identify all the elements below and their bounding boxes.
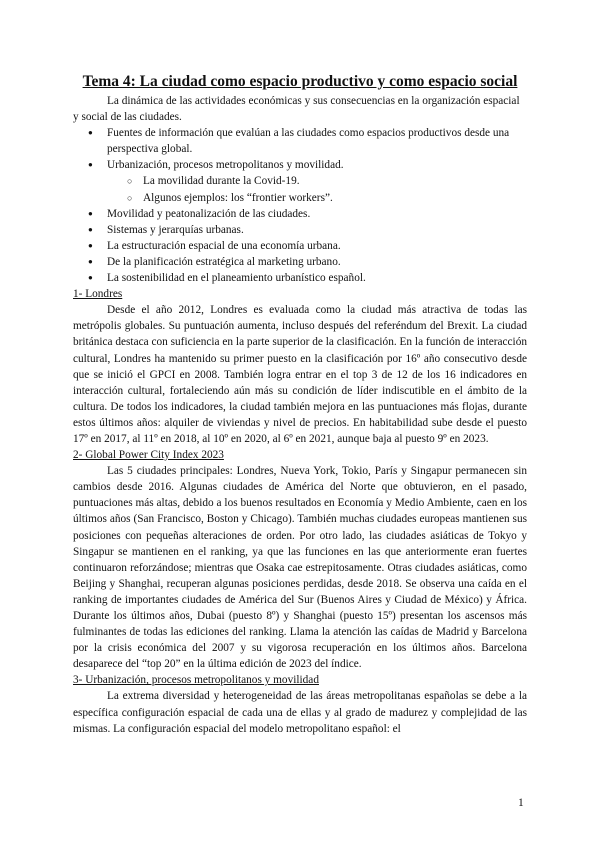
outline-item: ● Movilidad y peatonalización de las ciudades. — [73, 206, 527, 222]
document-page — [73, 72, 527, 737]
section-text-londres: Desde el año 2012, Londres es evaluada como la ciudad más atractiva de todas las metrópolis globales. Su puntuación aumenta, incluso después del referéndum del Brexit. La ciudad británica destaca con suficiencia en la parte superior de la clasificación. En la función de interacción cultural, Londres ha mantenido su primer puesto en la clasificación por 16º año consecutivo desde que se inició el GPCI en 2008. También logra entrar en el top 3 de 12 de los 16 indicadores en interacción cultural, fortaleciendo aún más su condición de líder indiscutible en el ámbito de la cultura. De todos los indicadores, la ciudad también mejora en las puntuaciones más flojas, durante estos últimos años: alquiler de viviendas y nivel de precios. En habitabilidad sube desde el puesto 17º en 2017, al 11º en 2018, al 10º en 2020, al 6º en 2021, aunque baja al puesto 9º en 2023. — [73, 304, 527, 445]
outline-item: ● La estructuración espacial de una economía urbana. — [73, 238, 527, 254]
sub-outline-item: ○ Algunos ejemplos: los “frontier workers”. — [73, 190, 527, 206]
topic-outline — [73, 125, 527, 286]
outline-item: ● De la planificación estratégica al marketing urbano. — [73, 254, 527, 270]
section-heading-gpci: 2- Global Power City Index 2023 — [73, 449, 224, 462]
section-text-gpci: Las 5 ciudades principales: Londres, Nueva York, Tokio, París y Singapur permanecen sin cambios desde 2016. Algunas ciudades de América del Norte que obtuvieron, en el pasado, puntuaciones más altas, debido a los buenos resultados en Economía y Medio Ambiente, caen en los últimos años (San Francisco, Boston y Chicago). También muchas ciudades europeas mantienen sus posiciones con pequeñas alteraciones de orden. Por otro lado, las ciudades asiáticas de Tokyo y Singapur se mantienen en el ranking, ya que las funciones en las que anteriormente eran fuertes continuaron reforzándose; mientras que Osaka cae estrepitosamente. Otras ciudades asiáticas, como Beijing y Shanghai, recuperan algunas posiciones perdidas, desde 2018. Se observa una caída en el ranking de importantes ciudades de América del Sur (Buenos Aires y Ciudad de México) y África. Durante los últimos años, Dubai (puesto 8º) y Shanghai (puesto 15º) presentan los ascensos más fulminantes de todas las ediciones del ranking. Llama la atención las caídas de Madrid y Barcelona por la crisis económica del 2007 y su vigorosa recuperación en los últimos años. Barcelona desaparece del “top 20” en la última edición de 2023 del índice. — [73, 465, 527, 671]
page-title: Tema 4: La ciudad como espacio productivo y como espacio social — [82, 73, 518, 90]
intro-paragraph: La dinámica de las actividades económicas y sus consecuencias en la organización espacial y social de las ciudades. — [73, 95, 520, 124]
page-number: 1 — [518, 797, 524, 809]
section-heading-urbanizacion: 3- Urbanización, procesos metropolitanos y movilidad — [73, 674, 319, 687]
section-heading-londres: 1- Londres — [73, 288, 123, 301]
section-text-urbanizacion: La extrema diversidad y heterogeneidad de las áreas metropolitanas españolas se debe a la específica configuración espacial de cada una de ellas y al grado de madurez y complejidad de las mismas. La configuración espacial del modelo metropolitano español: el — [73, 690, 527, 735]
outline-item: ● Fuentes de información que evalúan a las ciudades como espacios productivos desde una perspectiva global. — [73, 125, 527, 157]
outline-item: ● Sistemas y jerarquías urbanas. — [73, 222, 527, 238]
outline-item: ● La sostenibilidad en el planeamiento urbanístico español. — [73, 270, 527, 286]
outline-item: ● Urbanización, procesos metropolitanos y movilidad. — [73, 157, 527, 173]
sub-outline-item: ○ La movilidad durante la Covid-19. — [73, 173, 527, 189]
